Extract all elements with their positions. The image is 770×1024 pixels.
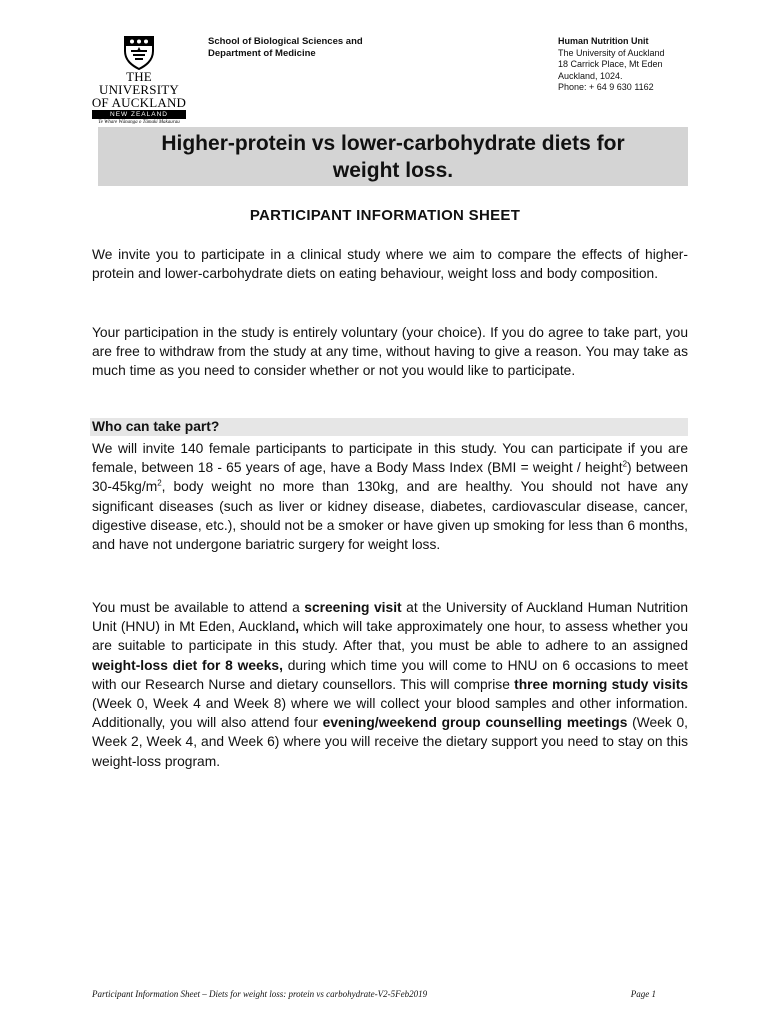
new-zealand-bar: NEW ZEALAND: [92, 110, 186, 119]
screening-visit-bold: screening visit: [304, 600, 402, 615]
university-name-line2: OF AUCKLAND: [91, 95, 187, 110]
university-crest-icon: [121, 34, 157, 70]
unit-address: [558, 36, 665, 94]
document-title: [98, 127, 688, 186]
footer-document-info: Participant Information Sheet – Diets for weight loss: protein vs carbohydrate-V2-5Feb2019: [92, 989, 428, 999]
section-heading-who: Who can take part?: [90, 418, 688, 436]
availability-text-6: (Week 0, Week 2, Week 4, and Week 6) where you will receive the dietary support you need to stay on this weight-loss program.: [92, 715, 688, 769]
voluntary-paragraph: Your participation in the study is entirely voluntary (your choice). If you do agree to take part, you are free to withdraw from the study at any time, without having to give a reason. You may take as much time as you need to consider whether or not you would like to participate.: [92, 325, 688, 379]
unit-phone: Phone: + 64 9 630 1162: [558, 82, 654, 92]
availability-paragraph: [92, 598, 688, 771]
diet-duration-bold: weight-loss diet for 8 weeks,: [92, 657, 283, 673]
title-line2: weight loss.: [332, 159, 454, 182]
university-logo: [88, 34, 190, 127]
unit-address-line3: Auckland, 1024.: [558, 70, 623, 81]
study-visits-bold: three morning study visits: [514, 676, 688, 692]
unit-name: Human Nutrition Unit: [558, 36, 649, 46]
school-line2: Department of Medicine: [208, 48, 316, 59]
counselling-meetings-bold: evening/weekend group counselling meetings: [322, 715, 628, 731]
university-tagline: Te Whare Wānanga o Tāmaki Makaurau: [98, 120, 180, 125]
unit-address-line2: 18 Carrick Place, Mt Eden: [558, 59, 663, 69]
bold-comma: ,: [295, 619, 300, 635]
eligibility-text-2: ) between 30-45kg/m: [92, 460, 688, 495]
unit-address-line1: The University of Auckland: [558, 47, 665, 58]
university-name-line1: THE UNIVERSITY: [99, 69, 179, 97]
availability-text-1: You must be available to attend a: [92, 600, 305, 615]
availability-text-2: at the University of Auckland Human Nutrition Unit (HNU) in Mt Eden, Auckland: [92, 600, 688, 635]
sheet-heading: PARTICIPANT INFORMATION SHEET: [249, 207, 521, 224]
school-department: [208, 36, 363, 60]
intro-paragraph: We invite you to participate in a clinical study where we aim to compare the effects of higher-protein and lower-carbohydrate diets on eating behaviour, weight loss and body composition.: [92, 247, 688, 282]
title-line1: Higher-protein vs lower-carbohydrate diets for: [161, 132, 625, 155]
eligibility-paragraph: [92, 439, 688, 554]
superscript-1: 2: [622, 459, 628, 469]
availability-text-5: (Week 0, Week 4 and Week 8) where we will collect your blood samples and other information. Additionally, you will also attend four: [92, 696, 688, 731]
superscript-2: 2: [157, 478, 162, 488]
availability-text-3: which will take approximately one hour, to assess whether you are suitable to participate in this study. After that, you must be able to adhere to an assigned: [92, 619, 688, 654]
school-line1: School of Biological Sciences and: [208, 36, 363, 47]
availability-text-4: during which time you will come to HNU on 6 occasions to meet with our Research Nurse and dietary counsellors. This will comprise: [92, 657, 688, 692]
eligibility-text-3: , body weight no more than 130kg, and are healthy. You should not have any significant diseases (such as liver or kidney disease, diabetes, cardiovascular disease, cancer, digestive disease, etc.), should not be a smoker or have given up smoking for less than 6 months, and have not undergone bariatric surgery for weight loss.: [92, 479, 688, 553]
footer-page-number: Page 1: [630, 989, 656, 999]
eligibility-text-1: We will invite 140 female participants to participate in this study. You can participate if you are female, between 18 - 65 years of age, have a Body Mass Index (BMI = weight / height: [92, 441, 688, 476]
